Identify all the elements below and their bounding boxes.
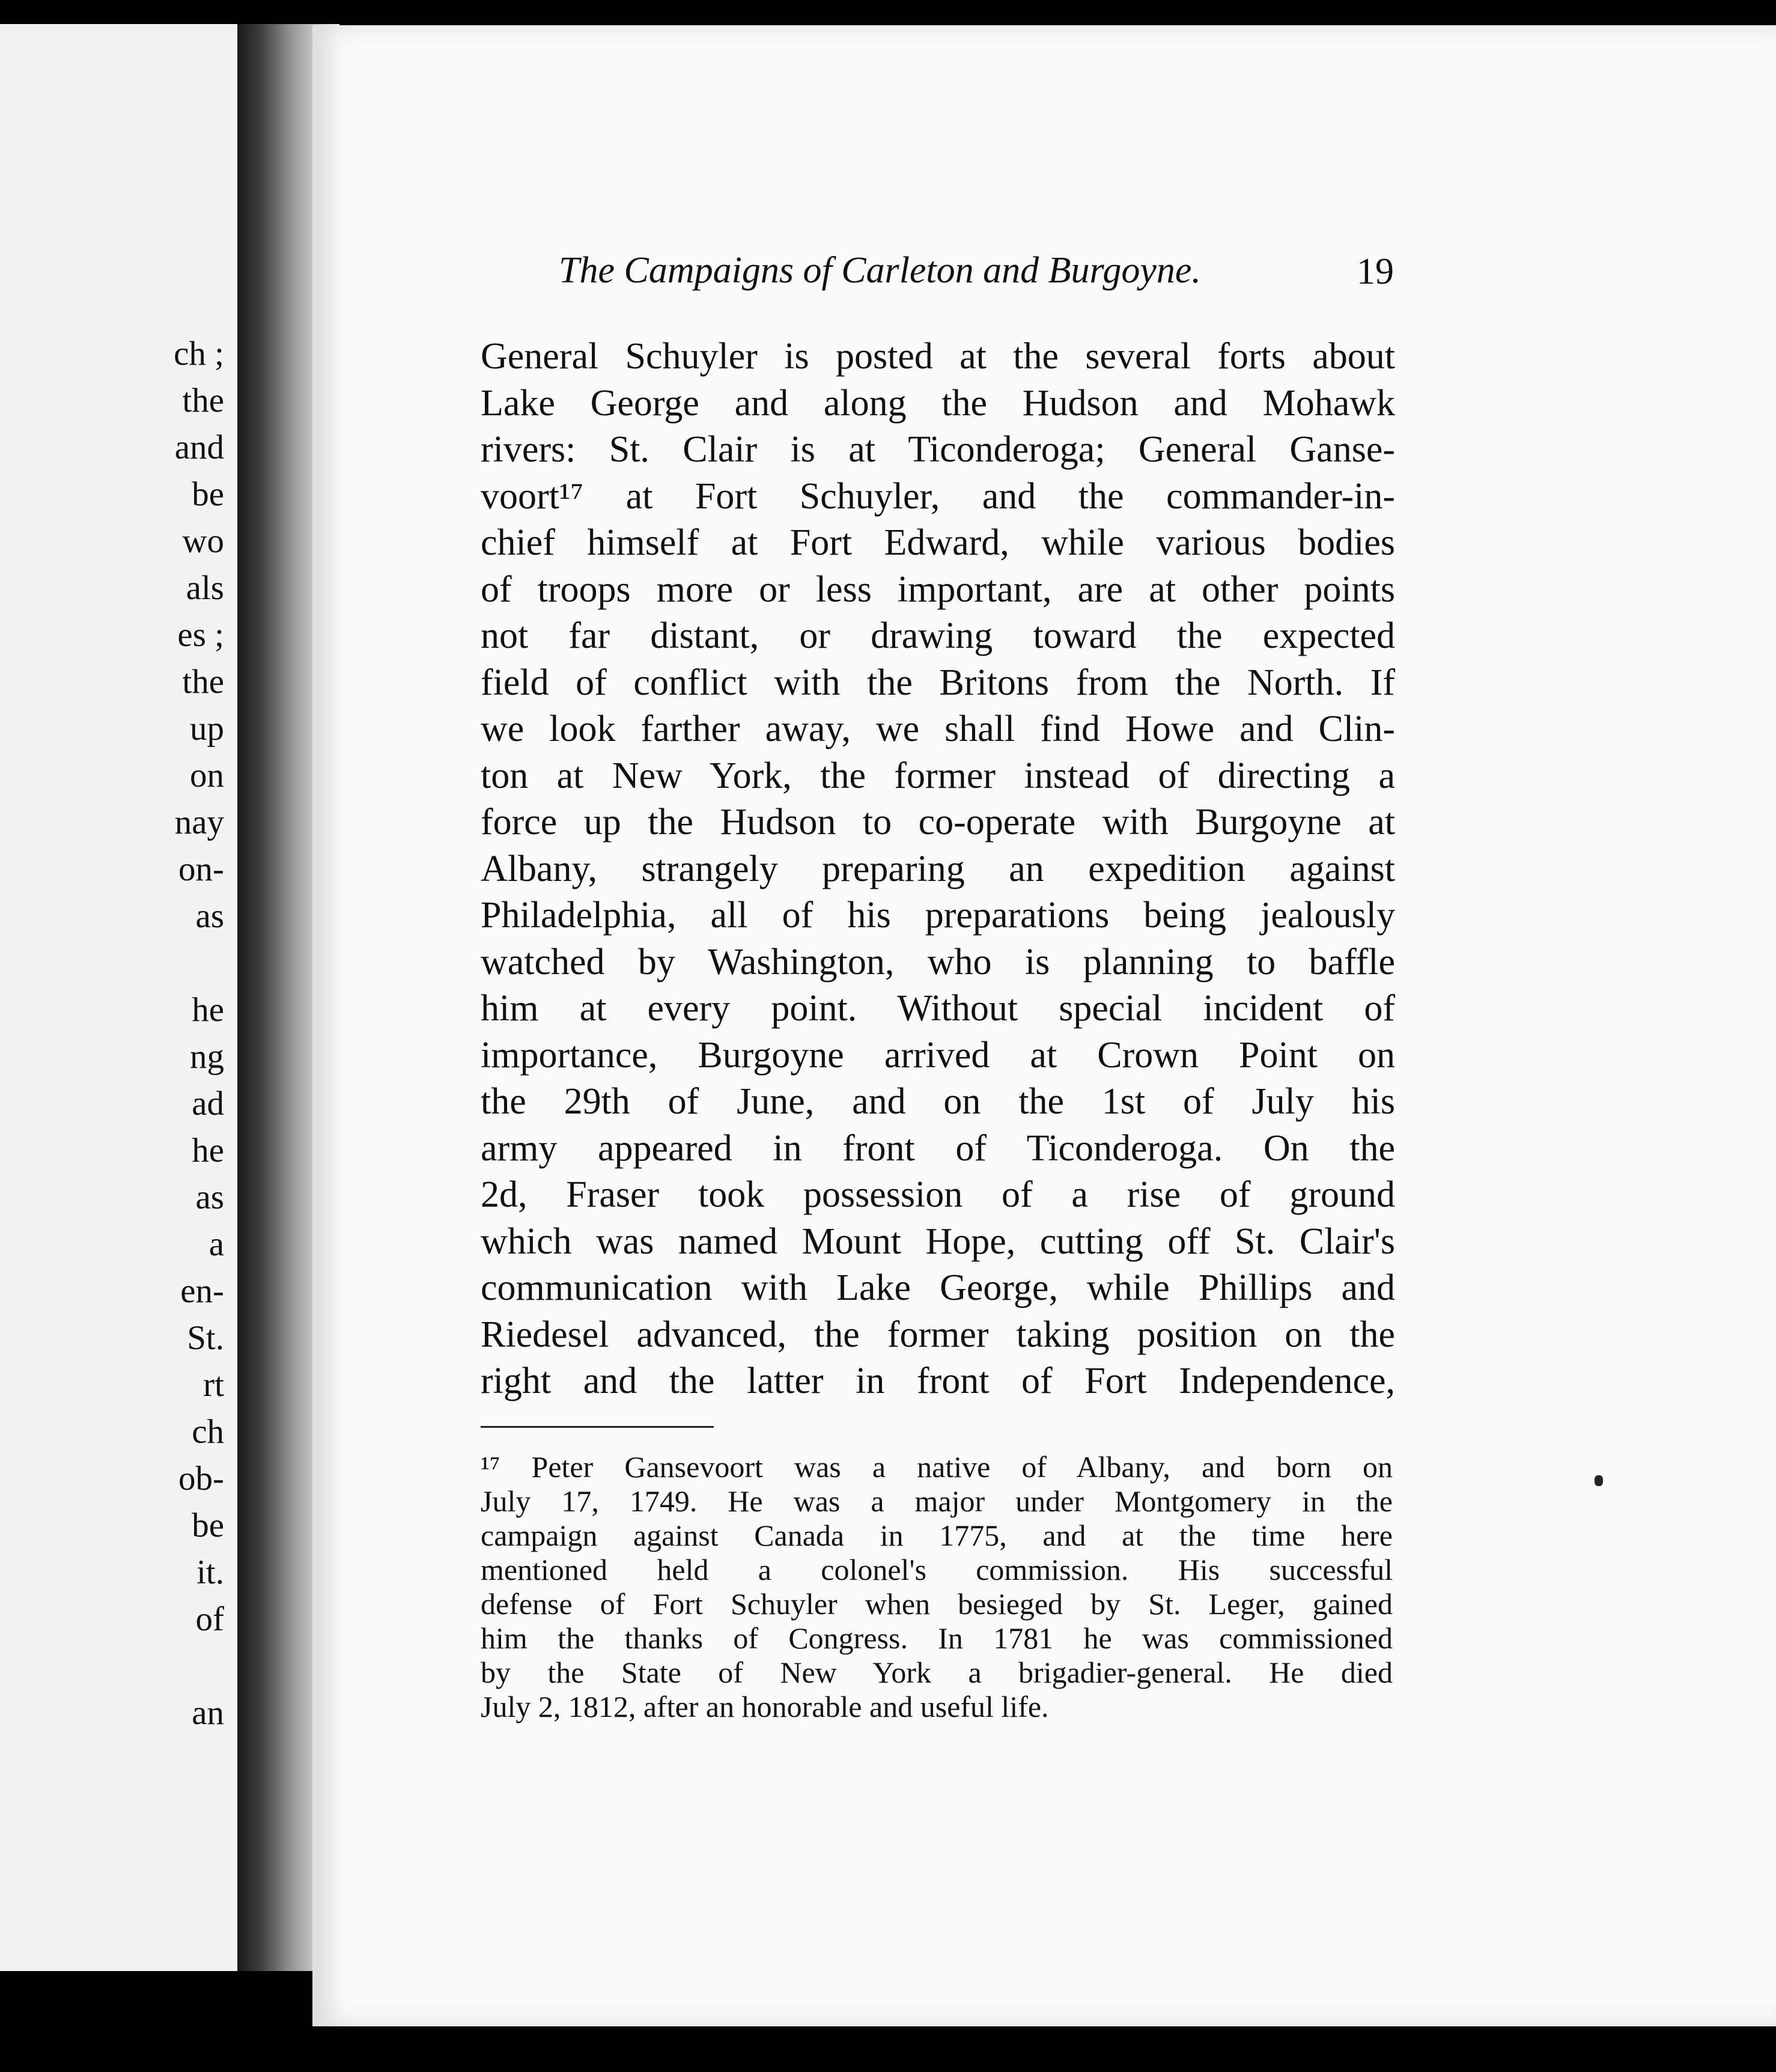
- footnote-line: July 17, 1749. He was a major under Montgomery in the: [481, 1484, 1393, 1518]
- footnote-line: ¹⁷ Peter Gansevoort was a native of Albany, and born on: [481, 1450, 1393, 1484]
- left-page-line: as: [195, 897, 224, 935]
- running-head: The Campaigns of Carleton and Burgoyne.: [559, 250, 1201, 291]
- body-line: communication with Lake George, while Phillips and: [481, 1267, 1395, 1308]
- left-page-line: an: [192, 1694, 224, 1732]
- body-line: rivers: St. Clair is at Ticonderoga; General Ganse-: [481, 429, 1395, 470]
- left-page-line: be: [192, 1507, 224, 1544]
- left-page-fragment: [0, 24, 237, 1971]
- body-line: 2d, Fraser took possession of a rise of ground: [481, 1174, 1395, 1215]
- page-header: [559, 249, 1400, 297]
- left-page-line: a: [208, 1225, 224, 1263]
- body-line: Albany, strangely preparing an expedition against: [481, 848, 1395, 889]
- body-line: army appeared in front of Ticonderoga. On the: [481, 1127, 1395, 1169]
- ink-speck: [1595, 1475, 1603, 1486]
- body-line: watched by Washington, who is planning to baffle: [481, 941, 1395, 983]
- body-line: Lake George and along the Hudson and Mohawk: [481, 382, 1395, 424]
- left-page-line: rt: [203, 1366, 224, 1404]
- left-page-line: the: [182, 382, 224, 419]
- left-page-line: es ;: [177, 616, 224, 654]
- left-page-line: up: [190, 710, 224, 748]
- body-line: General Schuyler is posted at the several forts about: [481, 336, 1395, 377]
- body-text: [481, 334, 1395, 1405]
- left-page-line: ng: [190, 1038, 224, 1076]
- left-page-line: nay: [174, 803, 224, 841]
- left-page-line: on: [190, 757, 224, 794]
- page-number: 19: [1357, 251, 1394, 292]
- body-line: field of conflict with the Britons from the North. If: [481, 662, 1395, 703]
- footnote-line: by the State of New York a brigadier-general. He died: [481, 1656, 1393, 1689]
- footnote-line: mentioned held a colonel's commission. His successful: [481, 1553, 1393, 1586]
- left-page-line: en-: [180, 1272, 224, 1310]
- footnote: [481, 1450, 1393, 1724]
- left-page-line: ch ;: [174, 335, 224, 373]
- left-page-line: as: [195, 1178, 224, 1216]
- left-page-line: be: [192, 475, 224, 513]
- body-line: right and the latter in front of Fort Independence,: [481, 1361, 1395, 1401]
- body-line: Philadelphia, all of his preparations being jealously: [481, 895, 1395, 936]
- left-page-line: ch: [192, 1413, 224, 1451]
- left-page-line: he: [192, 991, 224, 1029]
- footnote-line: July 2, 1812, after an honorable and useful life.: [481, 1690, 1049, 1723]
- left-page-line: he: [192, 1132, 224, 1169]
- footnote-line: campaign against Canada in 1775, and at the time here: [481, 1519, 1393, 1552]
- left-page-line: the: [182, 663, 224, 701]
- body-line: chief himself at Fort Edward, while various bodies: [481, 522, 1395, 563]
- body-line: the 29th of June, and on the 1st of July his: [481, 1081, 1395, 1122]
- body-line: we look farther away, we shall find Howe and Clin-: [481, 708, 1395, 749]
- footnote-rule: [481, 1426, 714, 1428]
- left-page-line: ad: [192, 1085, 224, 1123]
- left-page-line: on-: [178, 850, 224, 888]
- left-page-line: wo: [182, 522, 224, 560]
- body-line: importance, Burgoyne arrived at Crown Point on: [481, 1034, 1395, 1076]
- body-line: not far distant, or drawing toward the expected: [481, 615, 1395, 656]
- body-line: of troops more or less important, are at other points: [481, 568, 1395, 610]
- body-line: ton at New York, the former instead of directing a: [481, 755, 1395, 796]
- left-page-line: it.: [196, 1553, 224, 1591]
- body-line: which was named Mount Hope, cutting off St. Clair's: [481, 1220, 1395, 1262]
- left-page-line: of: [195, 1600, 224, 1638]
- body-line: force up the Hudson to co-operate with Burgoyne at: [481, 802, 1395, 843]
- footnote-line: him the thanks of Congress. In 1781 he was commissioned: [481, 1621, 1393, 1655]
- body-line: voort¹⁷ at Fort Schuyler, and the commander-in-: [481, 475, 1395, 517]
- left-page-line: St.: [187, 1319, 224, 1357]
- body-line: Riedesel advanced, the former taking position on the: [481, 1314, 1395, 1355]
- footnote-line: defense of Fort Schuyler when besieged by St. Leger, gained: [481, 1587, 1393, 1621]
- body-line: him at every point. Without special incident of: [481, 988, 1395, 1029]
- left-page-line: and: [174, 428, 224, 466]
- left-page-line: ob-: [178, 1460, 224, 1498]
- left-page-line: als: [186, 569, 224, 607]
